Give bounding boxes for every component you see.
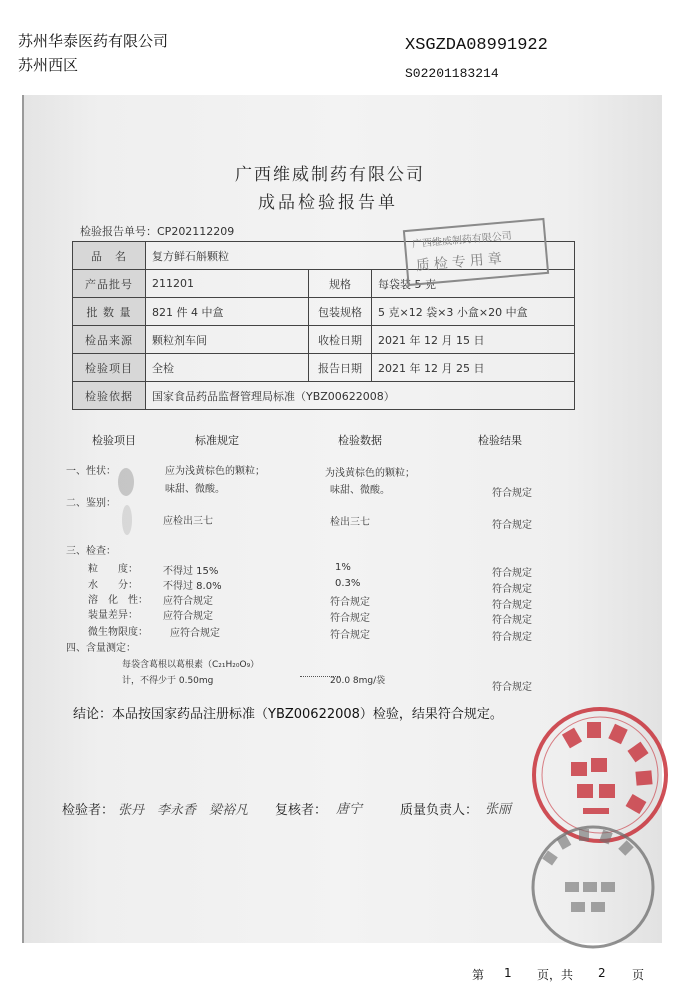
page-prefix: 第 — [472, 968, 485, 982]
result-item: 装量差异： — [88, 610, 138, 621]
ink-smudge — [118, 468, 134, 496]
qa-label: 质量负责人： — [400, 803, 479, 818]
report-title: 成品检验报告单 — [258, 193, 398, 213]
col-head-standard: 标准规定 — [195, 434, 239, 447]
conclusion-text: 结论：本品按国家药品注册标准（YBZ00622008）检验，结果符合规定。 — [73, 707, 503, 722]
result-conclusion: 符合规定 — [492, 568, 532, 579]
header-branch: 苏州西区 — [18, 56, 79, 74]
inspector-signatures: 张丹 李永香 梁裕凡 — [118, 803, 249, 818]
result-conclusion: 符合规定 — [492, 520, 532, 531]
info-row-basis — [73, 382, 575, 410]
batch-value: 211201 — [146, 270, 309, 298]
result-data: 符合规定 — [330, 630, 370, 641]
result-data: 符合规定 — [330, 613, 370, 624]
result-standard: 应符合规定 — [170, 628, 220, 639]
gray-inspection-seal — [515, 812, 665, 952]
result-standard: 应符合规定 — [163, 596, 213, 607]
result-data: 为浅黄棕色的颗粒； — [325, 468, 415, 479]
basis-value: 国家食品药品监督管理局标准（YBZ00622008） — [146, 382, 575, 410]
info-row-item — [73, 354, 575, 382]
page-number: 1 — [504, 966, 512, 980]
product-name-value: 复方鲜石斛颗粒 — [146, 242, 575, 270]
result-data: 味甜、微酸。 — [330, 485, 390, 496]
report-date-label: 报告日期 — [309, 354, 372, 382]
header-doc-code: XSGZDA08991922 — [405, 36, 548, 55]
report-company: 广西维威制药有限公司 — [235, 165, 425, 185]
result-conclusion: 符合规定 — [492, 584, 532, 595]
page-suffix: 页 — [632, 968, 645, 982]
col-head-item: 检验项目 — [92, 434, 136, 447]
assay-standard-line2: 计，不得少于 0.50mg — [122, 676, 214, 686]
report-number-label: 检验报告单号： — [80, 225, 157, 238]
result-standard: 味甜、微酸。 — [165, 484, 225, 495]
receive-date-label: 收检日期 — [309, 326, 372, 354]
result-item: 一、性状： — [66, 466, 116, 477]
page-mid: 页，共 — [537, 968, 574, 982]
result-data: 0.3% — [335, 578, 361, 589]
result-item: 四、含量测定： — [66, 643, 136, 654]
receive-date-value: 2021 年 12 月 15 日 — [372, 326, 575, 354]
spec-value: 每袋装 5 克 — [372, 270, 575, 298]
report-number — [80, 223, 234, 239]
batch-label: 产品批号 — [73, 270, 146, 298]
result-data: 符合规定 — [330, 597, 370, 608]
info-row-quantity — [73, 298, 575, 326]
result-standard: 应为浅黄棕色的颗粒； — [165, 466, 265, 477]
result-conclusion: 符合规定 — [492, 600, 532, 611]
result-item: 粒 度： — [88, 564, 138, 575]
page-total: 2 — [598, 966, 606, 980]
report-date-value: 2021 年 12 月 25 日 — [372, 354, 575, 382]
result-item: 三、检查： — [66, 546, 116, 557]
item-value: 全检 — [146, 354, 309, 382]
result-standard: 不得过 15% — [163, 566, 219, 577]
header-company: 苏州华泰医药有限公司 — [18, 32, 169, 50]
col-head-data: 检验数据 — [338, 434, 382, 447]
item-label: 检验项目 — [73, 354, 146, 382]
sheet-edge — [22, 95, 24, 943]
qc-stamp-company: 广西维威制药有限公司 — [411, 230, 513, 251]
result-standard: 应检出三七 — [163, 516, 213, 527]
report-number-value: CP202112209 — [157, 225, 235, 238]
source-value: 颗粒剂车间 — [146, 326, 309, 354]
ink-smudge — [122, 505, 132, 535]
basis-label: 检验依据 — [73, 382, 146, 410]
assay-standard-line1: 每袋含葛根以葛根素（C₂₁H₂₀O₉） — [122, 660, 260, 670]
result-data: 检出三七 — [330, 517, 370, 528]
qa-signature: 张丽 — [485, 802, 512, 817]
assay-data: 20.0 8mg/袋 — [330, 676, 386, 686]
pack-label: 包装规格 — [309, 298, 372, 326]
info-row-source — [73, 326, 575, 354]
result-item: 溶 化 性： — [88, 595, 148, 606]
result-standard: 不得过 8.0% — [163, 581, 222, 592]
quantity-label: 批 数 量 — [73, 298, 146, 326]
source-label: 检品来源 — [73, 326, 146, 354]
inspector-label: 检验者： — [62, 803, 115, 818]
col-head-result: 检验结果 — [478, 434, 522, 447]
result-conclusion: 符合规定 — [492, 615, 532, 626]
qc-stamp-title: 质检专用章 — [415, 250, 507, 275]
spec-label: 规格 — [309, 270, 372, 298]
result-standard: 应符合规定 — [163, 611, 213, 622]
result-item: 水 分： — [88, 580, 138, 591]
quantity-value: 821 件 4 中盒 — [146, 298, 309, 326]
result-conclusion: 符合规定 — [492, 488, 532, 499]
pack-value: 5 克×12 袋×3 小盒×20 中盒 — [372, 298, 575, 326]
result-conclusion: 符合规定 — [492, 632, 532, 643]
reviewer-label: 复核者： — [275, 803, 328, 818]
header-doc-code-2: S02201183214 — [405, 66, 499, 81]
result-item: 二、鉴别： — [66, 498, 116, 509]
assay-result: 符合规定 — [492, 682, 532, 693]
result-data: 1% — [335, 562, 351, 573]
result-item: 微生物限度： — [88, 627, 148, 638]
product-name-label: 品 名 — [73, 242, 146, 270]
reviewer-signature: 唐宁 — [336, 802, 363, 817]
